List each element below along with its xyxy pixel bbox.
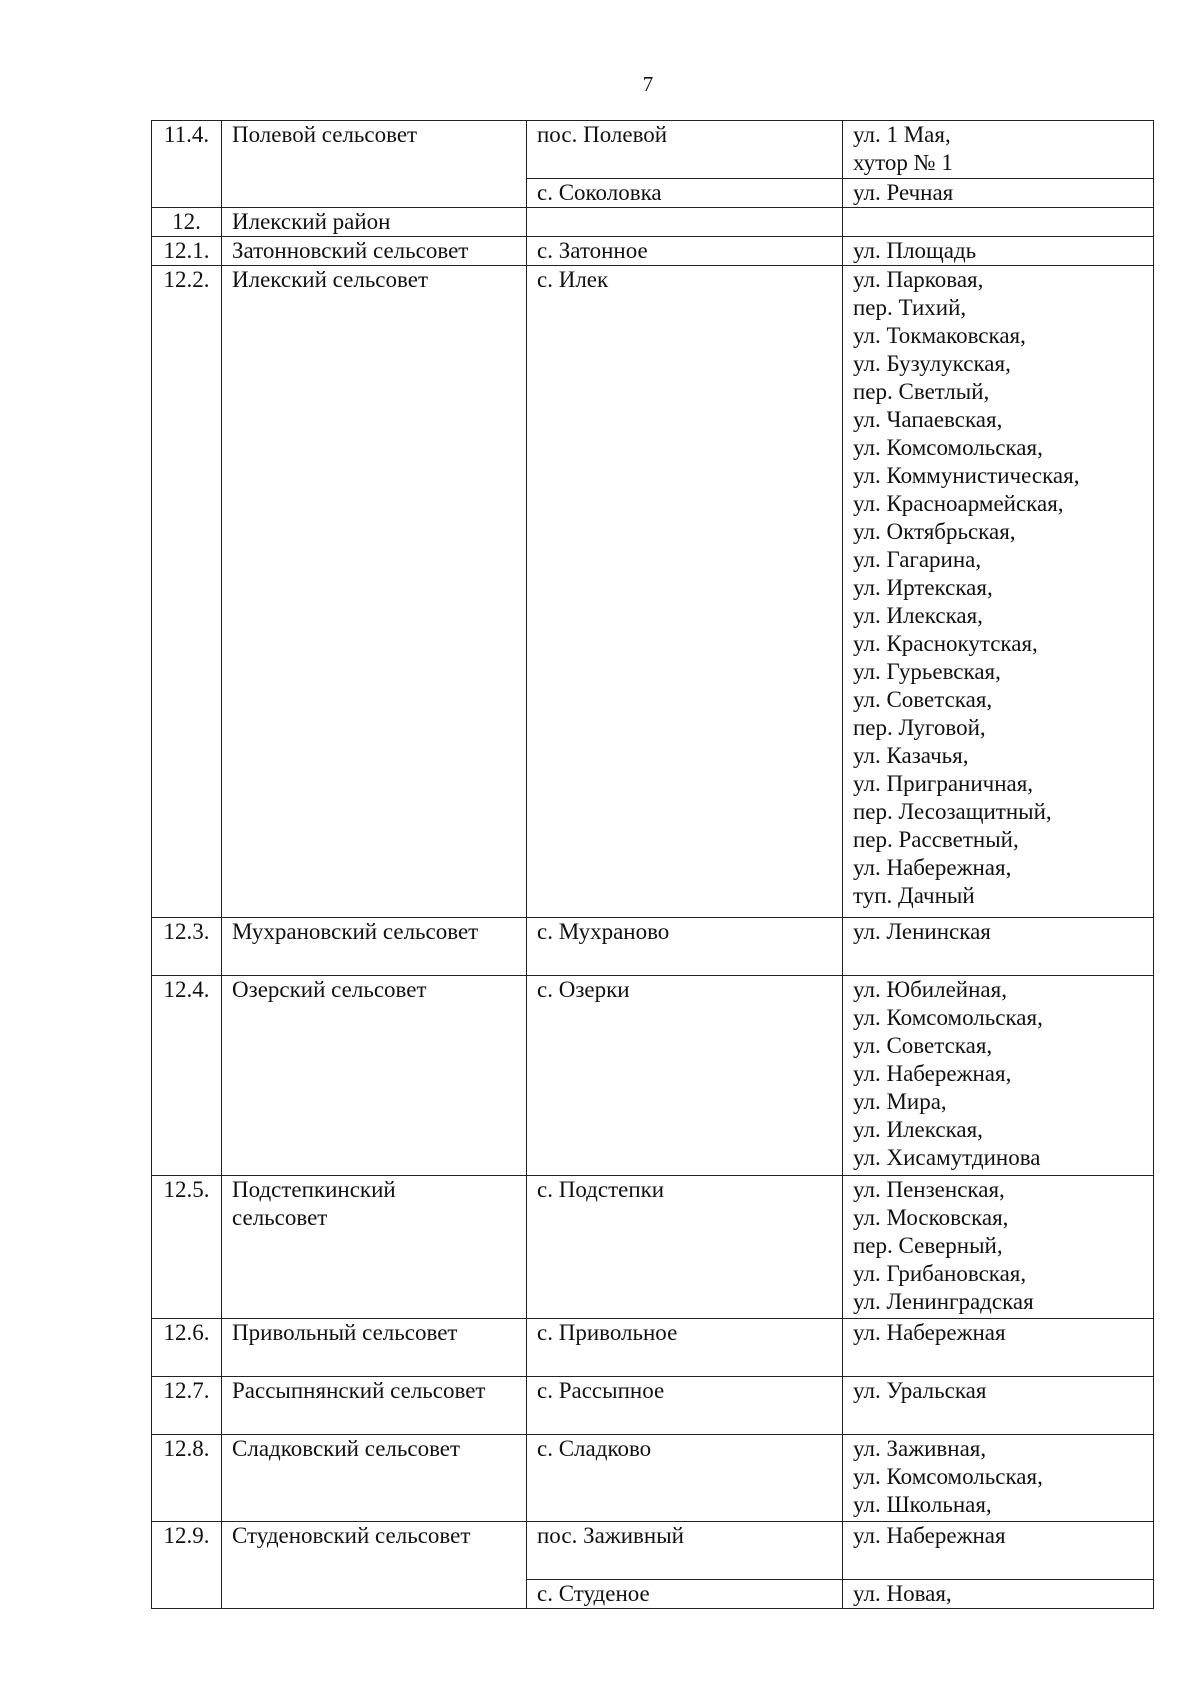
settlement-text: с. Подстепки — [537, 1177, 665, 1202]
council-line: Рассыпнянский сельсовет — [232, 1378, 486, 1403]
settlement-text: с. Студеное — [537, 1581, 650, 1606]
settlement-name — [527, 918, 843, 976]
street-list — [843, 1377, 1154, 1435]
row-number — [152, 266, 222, 918]
row-number — [152, 208, 222, 237]
settlements-table — [151, 120, 1154, 1609]
row-number-text: 12.2. — [163, 267, 210, 292]
street-line: пер. Тихий, — [853, 295, 967, 320]
street-line: ул. Набережная — [853, 1320, 1006, 1345]
street-line: ул. Ленинградская — [853, 1289, 1034, 1314]
settlement-name — [527, 1522, 843, 1580]
street-line: хутор № 1 — [853, 150, 953, 175]
street-line: ул. Чапаевская, — [853, 407, 1003, 432]
row-number — [152, 1435, 222, 1522]
council-line: Озерский сельсовет — [232, 977, 427, 1002]
street-line: ул. Илекская, — [853, 1117, 983, 1142]
row-number-text: 12.3. — [163, 919, 210, 944]
street-list — [843, 918, 1154, 976]
table-row — [152, 237, 1154, 266]
council-name — [222, 1377, 527, 1435]
street-list — [843, 1522, 1154, 1580]
street-line: ул. Набережная — [853, 1523, 1006, 1548]
street-line: ул. Новая, — [853, 1581, 952, 1606]
settlement-name — [527, 237, 843, 266]
settlement-text: с. Мухраново — [537, 919, 670, 944]
settlement-name — [527, 1580, 843, 1609]
council-name — [222, 1176, 527, 1319]
council-name — [222, 1522, 527, 1609]
settlement-name — [527, 1435, 843, 1522]
street-line: ул. Мира, — [853, 1089, 947, 1114]
street-line: ул. Уральская — [853, 1378, 987, 1403]
settlement-name — [527, 1319, 843, 1377]
street-line: ул. Советская, — [853, 1033, 993, 1058]
settlement-name — [527, 266, 843, 918]
settlement-text: с. Рассыпное — [537, 1378, 665, 1403]
council-line: Мухрановский сельсовет — [232, 919, 479, 944]
table-row — [152, 1435, 1154, 1522]
council-name — [222, 1435, 527, 1522]
table-row — [152, 1176, 1154, 1319]
council-line: Подстепкинский — [232, 1177, 396, 1202]
street-line: ул. Иртекская, — [853, 575, 993, 600]
council-name — [222, 918, 527, 976]
street-line: ул. Илекская, — [853, 603, 983, 628]
settlement-name — [527, 121, 843, 179]
row-number-text: 12. — [172, 209, 201, 234]
row-number-text: 12.5. — [163, 1177, 210, 1202]
street-line: ул. Красноармейская, — [853, 491, 1064, 516]
settlement-name — [527, 208, 843, 237]
street-line: пер. Луговой, — [853, 715, 986, 740]
street-line: ул. Краснокутская, — [853, 631, 1038, 656]
row-number — [152, 1377, 222, 1435]
street-line: ул. Набережная, — [853, 1061, 1012, 1086]
settlement-text: с. Привольное — [537, 1320, 678, 1345]
council-line: Полевой сельсовет — [232, 122, 418, 147]
street-list — [843, 208, 1154, 237]
street-line: пер. Лесозащитный, — [853, 799, 1052, 824]
council-line: сельсовет — [232, 1205, 328, 1230]
street-list — [843, 1435, 1154, 1522]
row-number — [152, 1319, 222, 1377]
street-line: ул. Грибановская, — [853, 1261, 1027, 1286]
street-line: ул. Пензенская, — [853, 1177, 1005, 1202]
table-row — [152, 121, 1154, 179]
street-line: туп. Дачный — [853, 883, 975, 908]
street-line: пер. Северный, — [853, 1233, 1003, 1258]
street-line: ул. Заживная, — [853, 1436, 987, 1461]
street-line: ул. Площадь — [853, 238, 977, 263]
settlement-text: пос. Полевой — [537, 122, 668, 147]
row-number-text: 12.1. — [163, 238, 210, 263]
council-name — [222, 208, 527, 237]
street-line: ул. Комсомольская, — [853, 435, 1043, 460]
page-number: 7 — [642, 72, 654, 96]
street-line: ул. Хисамутдинова — [853, 1145, 1041, 1170]
row-number — [152, 918, 222, 976]
street-line: ул. Комсомольская, — [853, 1005, 1043, 1030]
street-list — [843, 976, 1154, 1176]
street-list — [843, 1319, 1154, 1377]
settlement-text: с. Озерки — [537, 977, 630, 1002]
row-number-text: 11.4. — [163, 122, 210, 147]
settlement-text: с. Илек — [537, 267, 609, 292]
row-number — [152, 1176, 222, 1319]
row-number-text: 12.9. — [163, 1523, 210, 1548]
street-list — [843, 179, 1154, 208]
row-number-text: 12.4. — [163, 977, 210, 1002]
street-list — [843, 1176, 1154, 1319]
street-line: ул. 1 Мая, — [853, 122, 951, 147]
street-list — [843, 121, 1154, 179]
street-line: ул. Речная — [853, 180, 954, 205]
settlement-text: с. Соколовка — [537, 180, 662, 205]
council-name — [222, 976, 527, 1176]
street-line: ул. Токмаковская, — [853, 323, 1026, 348]
street-line: ул. Ленинская — [853, 919, 991, 944]
council-name — [222, 266, 527, 918]
council-name — [222, 121, 527, 208]
settlement-name — [527, 179, 843, 208]
settlement-name — [527, 976, 843, 1176]
council-line: Студеновский сельсовет — [232, 1523, 471, 1548]
council-line: Сладковский сельсовет — [232, 1436, 461, 1461]
table-row — [152, 1377, 1154, 1435]
settlement-name — [527, 1176, 843, 1319]
street-line: ул. Московская, — [853, 1205, 1009, 1230]
street-line: ул. Набережная, — [853, 855, 1012, 880]
table-row — [152, 208, 1154, 237]
street-line: пер. Рассветный, — [853, 827, 1019, 852]
street-line: ул. Советская, — [853, 687, 993, 712]
settlement-text: с. Затонное — [537, 238, 648, 263]
table-row — [152, 976, 1154, 1176]
council-line: Илекский район — [232, 209, 391, 234]
row-number — [152, 121, 222, 208]
row-number-text: 12.6. — [163, 1320, 210, 1345]
street-line: ул. Школьная, — [853, 1492, 992, 1517]
street-line: ул. Комсомольская, — [853, 1464, 1043, 1489]
settlement-name — [527, 1377, 843, 1435]
settlement-text: пос. Заживный — [537, 1523, 684, 1548]
council-name — [222, 1319, 527, 1377]
street-list — [843, 237, 1154, 266]
street-list — [843, 1580, 1154, 1609]
row-number — [152, 237, 222, 266]
street-line: ул. Юбилейная, — [853, 977, 1007, 1002]
council-line: Затонновский сельсовет — [232, 238, 469, 263]
street-list — [843, 266, 1154, 918]
row-number — [152, 976, 222, 1176]
street-line: ул. Приграничная, — [853, 771, 1034, 796]
table-row — [152, 1522, 1154, 1580]
council-name — [222, 237, 527, 266]
street-line: пер. Светлый, — [853, 379, 990, 404]
council-line: Илекский сельсовет — [232, 267, 429, 292]
table-row — [152, 266, 1154, 918]
table-row — [152, 1319, 1154, 1377]
street-line: ул. Коммунистическая, — [853, 463, 1080, 488]
settlement-text: с. Сладково — [537, 1436, 652, 1461]
row-number-text: 12.8. — [163, 1436, 210, 1461]
street-line: ул. Октябрьская, — [853, 519, 1016, 544]
street-line: ул. Парковая, — [853, 267, 984, 292]
street-line: ул. Казачья, — [853, 743, 969, 768]
council-line: Привольный сельсовет — [232, 1320, 458, 1345]
street-line: ул. Гагарина, — [853, 547, 982, 572]
row-number-text: 12.7. — [163, 1378, 210, 1403]
table-row — [152, 918, 1154, 976]
street-line: ул. Гурьевская, — [853, 659, 1001, 684]
row-number — [152, 1522, 222, 1609]
table-body — [152, 121, 1154, 1609]
street-line: ул. Бузулукская, — [853, 351, 1011, 376]
